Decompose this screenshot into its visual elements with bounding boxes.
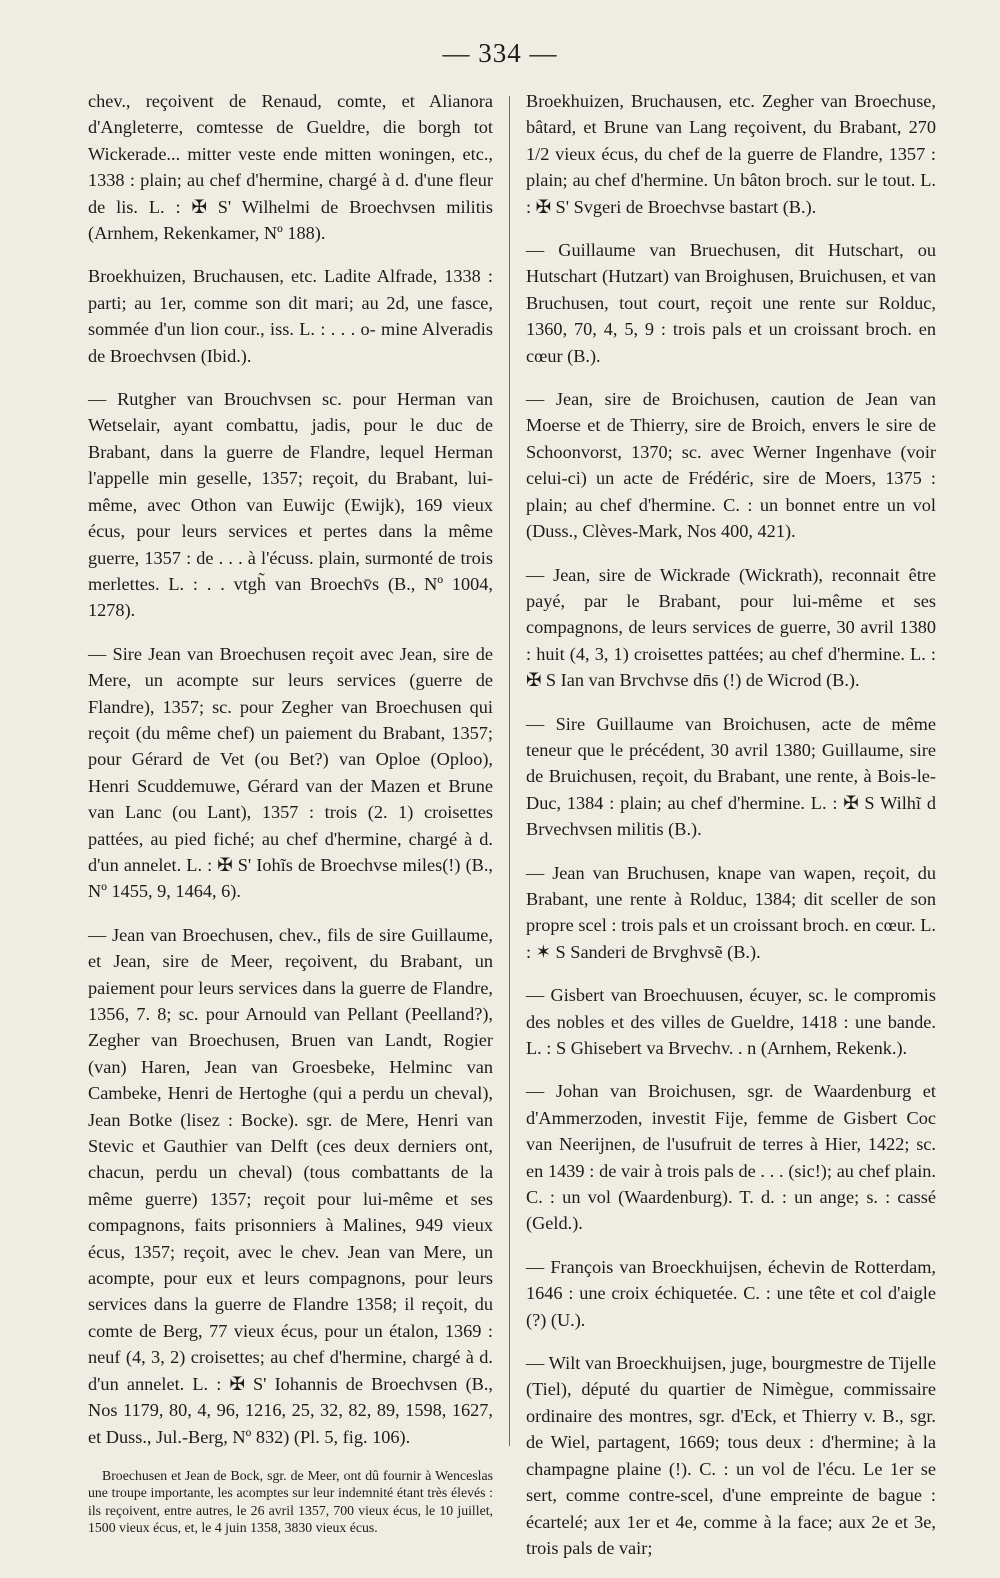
entry-text: — Guillaume van Bruechusen, dit Hutschart, ou Hutschart (Hutzart) van Broighusen, Bruichusen, et van Bruchusen, tout court, reçoit une rente sur Rolduc, 1360, 70, 4, 5, 9 : trois pals et un croissant broch. en cœur (B.).: [526, 240, 936, 366]
entry-text: — Sire Guillaume van Broichusen, acte de même teneur que le précédent, 30 avril 1380; Guillaume, sire de Bruichusen, reçoit, du Brabant, une rente, à Bois-le-Duc, 1384 : plain; au chef d'hermine. L. : ✠ S Wilhĩ d Brvechvsen militis (B.).: [526, 713, 936, 840]
entry-right-4: [526, 562, 936, 694]
entry-text: — Wilt van Broeckhuijsen, juge, bourgmestre de Tijelle (Tiel), député du quartier de Nimègue, commissaire ordinaire des montres, sgr. d'Eck, et Thierry v. B., sgr. de Wiel, partagent, 1669; tous deux : d'hermine; à la champagne plaine (!). C. : un vol de l'écu. Le 1er se sert, comme contre-scel, d'une empreinte de bague : écartelé; aux 1er et 4e, comme à la face; aux 2e et 3e, trois pals de vair;: [526, 1353, 936, 1558]
entry-right-10: [526, 1350, 936, 1561]
page-number: — 334 —: [442, 38, 558, 68]
entry-left-3: [88, 386, 493, 624]
entry-text: — Rutgher van Brouchvsen sc. pour Herman van Wetselair, ayant combattu, jadis, pour le duc de Brabant, dans la guerre de Flandre, lequel Herman l'appelle min geselle, 1357; reçoit, du Brabant, lui-même, avec Othon van Euwijc (Ewijk), 169 vieux écus, pour leurs services et pertes dans la même guerre, 1357 : de . . . à l'écuss. plain, surmonté de trois merlettes. L. : . . vtgh̃ van Broechv̄s (B., Nº 1004, 1278).: [88, 389, 493, 621]
entry-right-6: [526, 860, 936, 966]
entry-right-8: [526, 1078, 936, 1236]
entry-right-2: [526, 237, 936, 369]
entry-left-4: [88, 641, 493, 905]
entry-text: — Jean van Broechusen, chev., fils de sire Guillaume, et Jean, sire de Meer, reçoivent, du Brabant, un paiement pour leurs services dans la guerre de Flandre, 1356, 7. 8; sc. pour Arnould van Pellant (Peelland?), Zegher van Broechusen, Bruen van Landt, Rogier (van) Haren, Jean van Groesbeke, Helminc van Cambeke, Henri de Hertoghe (qui a perdu un cheval), Jean Botke (lisez : Bocke). sgr. de Mere, Henri van Stevic et Gauthier van Delft (ces deux derniers ont, chacun, perdu un cheval) (tous combattants de la même guerre) 1357; reçoit pour lui-même et ses compagnons, faits prisonniers à Malines, 949 vieux écus, 1357; reçoit, avec le chev. Jean van Mere, un acompte, pour eux et leurs compagnons, pour leurs services dans la guerre de Flandre 1358; il reçoit, du comte de Berg, 77 vieux écus, pour un étalon, 1369 : neuf (4, 3, 2) croisettes; au chef d'hermine, chargé à d. d'un annelet. L. : ✠ S' Iohannis de Broechvsen (B., Nos 1179, 80, 4, 96, 1216, 25, 32, 82, 89, 1598, 1627, et Duss., Jul.-Berg, Nº 832) (Pl. 5, fig. 106).: [88, 924, 493, 1447]
entry-text: Broekhuizen, Bruchausen, etc. Ladite Alfrade, 1338 : parti; au 1er, comme son dit mari; au 2d, une fasce, sommée d'un lion cour., iss. L. : . . . o- mine Alveradis de Broechvsen (Ibid.).: [88, 266, 493, 366]
entry-text: chev., reçoivent de Renaud, comte, et Alianora d'Angleterre, comtesse de Gueldre, die borgh tot Wickerade... mitter veste ende mitten woningen, etc., 1338 : plain; au chef d'hermine, chargé à d. d'une fleur de lis. L. : ✠ S' Wilhelmi de Broechvsen militis (Arnhem, Rekenkamer, Nº 188).: [88, 91, 493, 244]
entry-text: — François van Broeckhuijsen, échevin de Rotterdam, 1646 : une croix échiquetée. C. : une tête et col d'aigle (?) (U.).: [526, 1256, 936, 1330]
column-divider: [509, 96, 510, 1446]
entry-text: — Gisbert van Broechuusen, écuyer, sc. le compromis des nobles et des villes de Gueldre, 1418 : une bande. L. : S Ghisebert va Brvechv. . n (Arnhem, Rekenk.).: [526, 985, 936, 1058]
entry-text: — Jean, sire de Broichusen, caution de Jean van Moerse et de Thierry, sire de Broich, envers le sire de Schoonvorst, 1370; sc. avec Werner Ingenhave (voir celui-ci) un acte de Frédéric, sire de Moers, 1375 : plain; au chef d'hermine. C. : un bonnet entre un vol (Duss., Clèves-Mark, Nos 400, 421).: [526, 389, 936, 542]
entry-right-9: [526, 1254, 936, 1333]
entry-text: — Jean, sire de Wickrade (Wickrath), reconnait être payé, par le Brabant, pour lui-même et ses compagnons, de leurs services de guerre, 30 avril 1380 : huit (4, 3, 1) croisettes pattées; au chef d'hermine. L. : ✠ S Ian van Brvchvse dn̄s (!) de Wicrod (B.).: [526, 564, 936, 691]
entry-right-7: [526, 982, 936, 1061]
entry-left-5: [88, 922, 493, 1450]
entry-text: — Jean van Bruchusen, knape van wapen, reçoit, du Brabant, une rente à Rolduc, 1384; dit sceller de son propre scel : trois pals et un croissant broch. en cœur. L. : ✶ S Sanderi de Brvghvsẽ (B.).: [526, 862, 936, 962]
left-column: [88, 88, 493, 1537]
entry-right-3: [526, 386, 936, 544]
entry-text: — Sire Jean van Broechusen reçoit avec Jean, sire de Mere, un acompte sur leurs services (guerre de Flandre), 1357; sc. pour Zegher van Broechusen qui reçoit (du même chef) un paiement du Brabant, 1357; pour Gérard de Vet (ou Bet?) van Oploe (Oploo), Henri Scuddemuwe, Gérard van der Mazen et Brune van Lanc (ou Lant), 1357 : trois (2. 1) croisettes pattées, au pied fiché; au chef d'hermine, chargé à d. d'un annelet. L. : ✠ S' Iohĩs de Broechvse miles(!) (B., Nº 1455, 9, 1464, 6).: [88, 643, 493, 902]
entry-text: Broekhuizen, Bruchausen, etc. Zegher van Broechuse, bâtard, et Brune van Lang reçoivent, du Brabant, 270 1/2 vieux écus, du chef de la guerre de Flandre, 1357 : plain; au chef d'hermine. Un bâton broch. sur le tout. L. : ✠ S' Svgeri de Broechvse bastart (B.).: [526, 91, 936, 217]
entry-text: — Johan van Broichusen, sgr. de Waardenburg et d'Ammerzoden, investit Fije, femme de Gisbert Coc van Neerijnen, de l'usufruit de terres à Hier, 1422; sc. en 1439 : de vair à trois pals de . . . (sic!); au chef plain. C. : un vol (Waardenburg). T. d. : un ange; s. : cassé (Geld.).: [526, 1081, 936, 1234]
footnote: Broechusen et Jean de Bock, sgr. de Meer, ont dû fournir à Wenceslas une troupe importante, les acomptes sur leur indemnité étant très élevés : ils reçoivent, entre autres, le 26 avril 1357, 700 vieux écus, le 10 juillet, 1500 vieux écus, et, le 4 juin 1358, 3830 vieux écus.: [88, 1467, 493, 1536]
entry-right-5: [526, 711, 936, 843]
entry-right-1: [526, 88, 936, 220]
entry-left-2: [88, 263, 493, 369]
right-column: [526, 88, 936, 1578]
entry-left-1: [88, 88, 493, 246]
